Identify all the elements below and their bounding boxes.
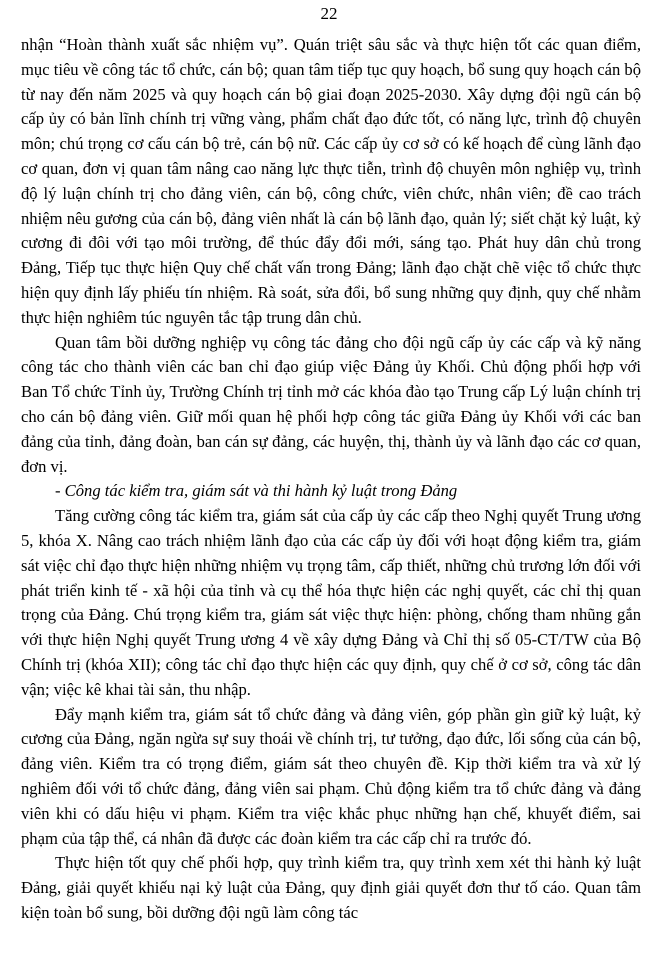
page-body	[21, 33, 641, 926]
paragraph-party-training: Quan tâm bồi dưỡng nghiệp vụ công tác đảng cho đội ngũ cấp ủy các cấp và kỹ năng công tác cho thành viên các ban chỉ đạo giúp việc Đảng ủy Khối. Chủ động phối hợp với Ban Tổ chức Tỉnh ủy, Trường Chính trị tỉnh mở các khóa đào tạo Trung cấp Lý luận chính trị cho cán bộ đảng viên. Giữ mối quan hệ phối hợp công tác giữa Đảng ủy Khối với các ban đảng của tỉnh, đảng đoàn, ban cán sự đảng, các huyện, thị, thành ủy và lãnh đạo các cơ quan, đơn vị.	[21, 332, 641, 476]
paragraph-inspection: Tăng cường công tác kiểm tra, giám sát của cấp ủy các cấp theo Nghị quyết Trung ương 5, khóa X. Nâng cao trách nhiệm lãnh đạo của các cấp ủy đối với hoạt động kiểm tra, giám sát việc chỉ đạo thực hiện những nhiệm vụ trọng tâm, cấp thiết, những chủ trương lớn đối với phát triển kinh tế - xã hội của tỉnh và cụ thể hóa thực hiện các nghị quyết, các chỉ thị quan trọng của Đảng. Chú trọng kiểm tra, giám sát việc thực hiện: phòng, chống tham nhũng gắn với thực hiện Nghị quyết Trung ương 4 về xây dựng Đảng và Chỉ thị số 05-CT/TW của Bộ Chính trị (khóa XII); công tác chỉ đạo thực hiện các quy định, quy chế ở cơ sở, công tác dân vận; việc kê khai tài sản, thu nhập.	[21, 506, 641, 699]
paragraph-supervision: Đẩy mạnh kiểm tra, giám sát tổ chức đảng và đảng viên, góp phần gìn giữ kỷ luật, kỷ cương của Đảng, ngăn ngừa sự suy thoái về chính trị, tư tưởng, đạo đức, lối sống của cán bộ, đảng viên. Kiểm tra có trọng điểm, giám sát theo chuyên đề. Kịp thời kiểm tra và xử lý nghiêm đối với tổ chức đảng, đảng viên sai phạm. Chủ động kiểm tra tổ chức đảng và đảng viên khi có dấu hiệu vi phạm. Kiểm tra việc khắc phục những hạn chế, khuyết điểm, sai phạm của tập thể, cá nhân đã được các đoàn kiểm tra các cấp chỉ ra trước đó.	[21, 704, 641, 848]
paragraph-coordination: Thực hiện tốt quy chế phối hợp, quy trình kiểm tra, quy trình xem xét thi hành kỷ luật Đảng, giải quyết khiếu nại kỷ luật của Đảng, quy định giải quyết đơn thư tố cáo. Quan tâm kiện toàn bổ sung, bồi dưỡng đội ngũ làm công tác	[21, 853, 641, 922]
section-subheading: - Công tác kiểm tra, giám sát và thi hành kỷ luật trong Đảng	[55, 481, 458, 501]
paragraph-continued: nhận “Hoàn thành xuất sắc nhiệm vụ”. Quán triệt sâu sắc và thực hiện tốt các quan điểm, mục tiêu về công tác tổ chức, cán bộ; quan tâm tiếp tục quy hoạch, bổ sung quy hoạch cán bộ từ nay đến năm 2025 và quy hoạch cán bộ giai đoạn 2025-2030. Xây dựng đội ngũ cán bộ cấp ủy có bản lĩnh chính trị vững vàng, phẩm chất đạo đức tốt, có năng lực, trình độ chuyên môn; chú trọng cơ cấu cán bộ trẻ, cán bộ nữ. Các cấp ủy cơ sở có kế hoạch để cùng lãnh đạo cơ quan, đơn vị quan tâm nâng cao năng lực thực tiễn, trình độ chuyên môn nghiệp vụ, trình độ lý luận chính trị cho đảng viên, cán bộ, công chức, viên chức, nhân viên; đề cao trách nhiệm nêu gương của cán bộ, đảng viên nhất là cán bộ lãnh đạo, quản lý; siết chặt kỷ luật, kỷ cương đi đôi với tạo môi trường, để thúc đẩy đổi mới, sáng tạo. Phát huy dân chủ trong Đảng, Tiếp tục thực hiện Quy chế chất vấn trong Đảng; lãnh đạo chặt chẽ việc tổ chức thực hiện quy định lấy phiếu tín nhiệm. Rà soát, sửa đổi, bổ sung những quy định, quy chế nhằm thực hiện nghiêm túc nguyên tắc tập trung dân chủ.	[21, 35, 642, 327]
page-number: 22	[320, 4, 338, 23]
